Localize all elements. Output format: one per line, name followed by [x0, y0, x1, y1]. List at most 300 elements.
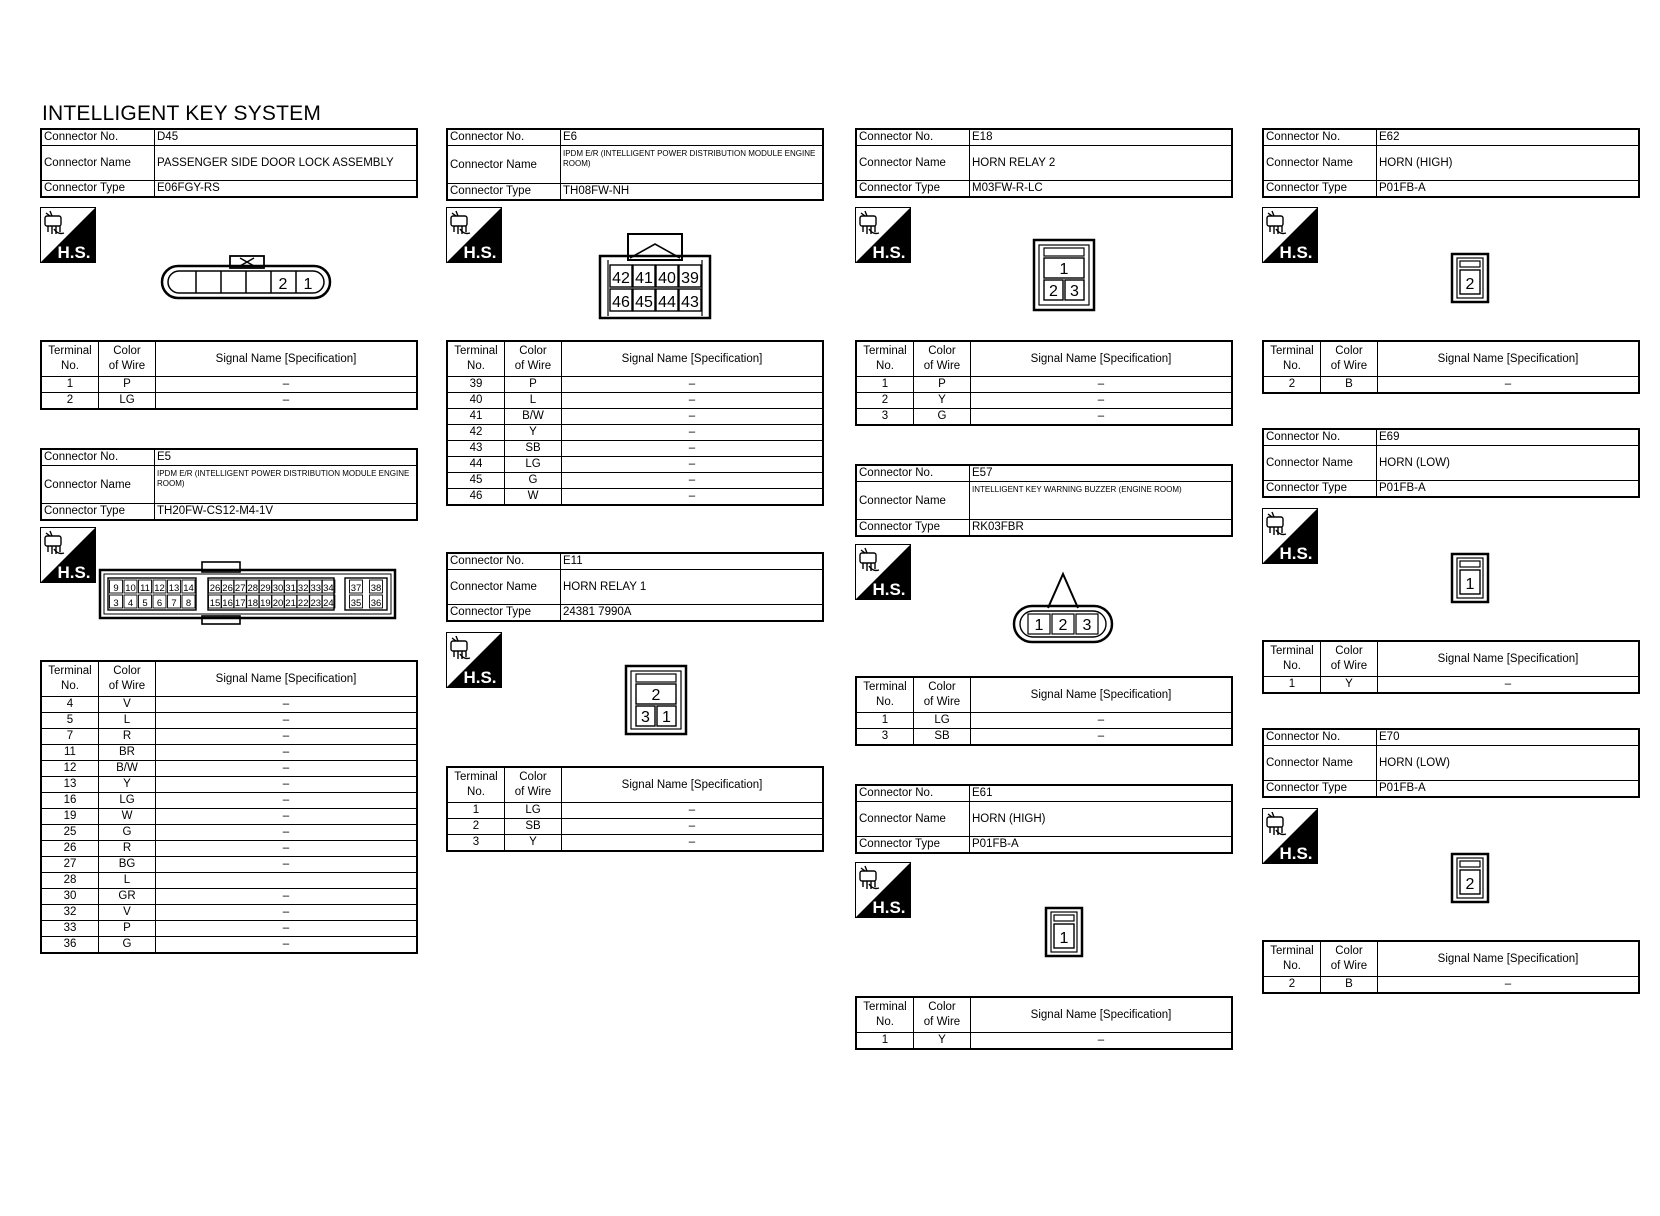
- wire-color: B/W: [99, 761, 156, 777]
- harness-side-icon: [1262, 808, 1318, 864]
- terminal-no-header: Terminal No.: [856, 677, 914, 713]
- terminal-no: 1: [41, 377, 99, 393]
- svg-text:H.S.: H.S.: [1279, 544, 1313, 563]
- connector-name-value: HORN (LOW): [1377, 746, 1640, 781]
- terminal-no: 2: [447, 819, 505, 835]
- connector-header-e11: [446, 552, 824, 622]
- table-row: [856, 1033, 1232, 1050]
- wire-color: G: [505, 473, 562, 489]
- connector-header-e69: [1262, 428, 1640, 498]
- signal-name: –: [562, 819, 824, 835]
- terminal-no: 16: [41, 793, 99, 809]
- terminal-no: 43: [447, 441, 505, 457]
- pin-label: 24: [323, 598, 334, 609]
- connector-header-d45: [40, 128, 418, 198]
- table-row: [41, 857, 417, 873]
- wire-color: Y: [99, 777, 156, 793]
- pin-label: 45: [635, 294, 653, 311]
- pin-label: 17: [234, 598, 246, 609]
- table-row: [856, 409, 1232, 426]
- signal-name: –: [562, 441, 824, 457]
- svg-text:H.S.: H.S.: [872, 243, 906, 262]
- pin-label: 1: [1059, 261, 1069, 278]
- signal-name: –: [562, 393, 824, 409]
- pin-label: 26: [222, 583, 233, 594]
- svg-text:H.S.: H.S.: [872, 580, 906, 599]
- pin-label: 6: [156, 598, 163, 609]
- connector-header-e6: [446, 128, 824, 201]
- pin-label: 1: [662, 709, 671, 726]
- table-row: [41, 937, 417, 954]
- connector-type-value: P01FB-A: [970, 837, 1233, 854]
- terminal-no: 2: [1263, 977, 1321, 994]
- terminal-table-e70: [1262, 940, 1640, 994]
- table-row: [447, 393, 823, 409]
- pin-label: 2: [651, 687, 661, 704]
- terminal-no: 11: [41, 745, 99, 761]
- pin-label: 14: [183, 583, 194, 594]
- terminal-table-e61: [855, 996, 1233, 1050]
- pin-label: 9: [113, 583, 119, 594]
- terminal-no-header: Terminal No.: [1263, 941, 1321, 977]
- pin-label: 2: [1465, 876, 1475, 893]
- pin-label: 15: [209, 598, 221, 609]
- pin-label: 1: [303, 276, 313, 293]
- signal-name: –: [562, 409, 824, 425]
- signal-name: –: [156, 937, 418, 954]
- connector-no-label: Connector No.: [856, 785, 970, 802]
- connector-name-value: HORN (LOW): [1377, 446, 1640, 481]
- connector-face-e61: [1044, 906, 1084, 963]
- signal-name: –: [156, 745, 418, 761]
- connector-no-value: E18: [970, 129, 1233, 146]
- connector-header-e61: [855, 784, 1233, 854]
- connector-no-label: Connector No.: [856, 129, 970, 146]
- signal-name: –: [562, 489, 824, 506]
- connector-face-d45: [160, 252, 340, 307]
- table-row: [41, 729, 417, 745]
- signal-name-header: Signal Name [Specification]: [156, 661, 418, 697]
- connector-type-label: Connector Type: [447, 184, 561, 201]
- signal-name: –: [156, 713, 418, 729]
- wire-color: G: [99, 937, 156, 954]
- pin-label: 4: [127, 598, 134, 609]
- table-row: [447, 457, 823, 473]
- table-row: [856, 377, 1232, 393]
- wire-color-header: Color of Wire: [505, 341, 562, 377]
- terminal-no: 39: [447, 377, 505, 393]
- wire-color: P: [99, 921, 156, 937]
- wire-color: Y: [505, 835, 562, 852]
- connector-no-label: Connector No.: [856, 465, 970, 482]
- signal-name-header: Signal Name [Specification]: [156, 341, 418, 377]
- connector-no-value: E6: [561, 129, 824, 146]
- terminal-no: 45: [447, 473, 505, 489]
- pin-label: 18: [247, 598, 259, 609]
- pin-label: 1: [1465, 576, 1475, 593]
- wire-color: R: [99, 729, 156, 745]
- connector-type-label: Connector Type: [856, 837, 970, 854]
- harness-side-icon: [855, 207, 911, 263]
- pin-label: 42: [612, 270, 630, 287]
- connector-name-label: Connector Name: [1263, 446, 1377, 481]
- signal-name: –: [156, 393, 418, 410]
- wire-color: P: [505, 377, 562, 393]
- harness-side-icon: [1262, 207, 1318, 263]
- connector-name-label: Connector Name: [856, 482, 970, 520]
- connector-face-e18: [1032, 238, 1096, 317]
- pin-label: 30: [272, 583, 284, 594]
- pin-label: 28: [247, 583, 259, 594]
- terminal-no: 3: [856, 409, 914, 426]
- wire-color: P: [914, 377, 971, 393]
- signal-name: –: [562, 457, 824, 473]
- pin-label: 31: [285, 583, 296, 594]
- svg-text:H.S.: H.S.: [1279, 844, 1313, 863]
- connector-header-e62: [1262, 128, 1640, 198]
- table-row: [856, 393, 1232, 409]
- terminal-no: 40: [447, 393, 505, 409]
- table-row: [447, 835, 823, 852]
- signal-name-header: Signal Name [Specification]: [562, 767, 824, 803]
- pin-label: 2: [278, 276, 288, 293]
- pin-label: 38: [370, 583, 382, 594]
- terminal-no: 2: [41, 393, 99, 410]
- connector-name-label: Connector Name: [856, 802, 970, 837]
- pin-label: 26: [209, 583, 221, 594]
- terminal-no: 2: [856, 393, 914, 409]
- connector-no-label: Connector No.: [41, 449, 155, 466]
- table-row: [41, 697, 417, 713]
- signal-name: –: [1378, 677, 1640, 694]
- table-row: [447, 377, 823, 393]
- table-row: [41, 377, 417, 393]
- connector-type-value: P01FB-A: [1377, 481, 1640, 498]
- connector-face-e11: [624, 664, 688, 741]
- connector-header-e18: [855, 128, 1233, 198]
- connector-no-label: Connector No.: [447, 553, 561, 570]
- signal-name: –: [562, 425, 824, 441]
- terminal-table-e6: [446, 340, 824, 506]
- signal-name: –: [1378, 377, 1640, 394]
- connector-type-label: Connector Type: [447, 605, 561, 622]
- signal-name-header: Signal Name [Specification]: [1378, 341, 1640, 377]
- connector-no-value: E69: [1377, 429, 1640, 446]
- wire-color: BG: [99, 857, 156, 873]
- terminal-no: 3: [856, 729, 914, 746]
- pin-label: 20: [272, 598, 284, 609]
- signal-name: –: [156, 377, 418, 393]
- terminal-no: 7: [41, 729, 99, 745]
- table-row: [447, 441, 823, 457]
- pin-label: 43: [681, 294, 699, 311]
- pin-label: 1: [1034, 617, 1044, 634]
- pin-label: 29: [260, 583, 271, 594]
- terminal-no-header: Terminal No.: [41, 341, 99, 377]
- terminal-no: 32: [41, 905, 99, 921]
- wire-color: G: [914, 409, 971, 426]
- signal-name-header: Signal Name [Specification]: [562, 341, 824, 377]
- terminal-no: 4: [41, 697, 99, 713]
- signal-name-header: Signal Name [Specification]: [971, 997, 1233, 1033]
- connector-name-label: Connector Name: [1263, 746, 1377, 781]
- terminal-no-header: Terminal No.: [856, 997, 914, 1033]
- wire-color-header: Color of Wire: [914, 341, 971, 377]
- pin-label: 41: [635, 270, 653, 287]
- terminal-no: 25: [41, 825, 99, 841]
- svg-text:H.S.: H.S.: [872, 898, 906, 917]
- wire-color: R: [99, 841, 156, 857]
- terminal-no: 44: [447, 457, 505, 473]
- wire-color: Y: [505, 425, 562, 441]
- terminal-no: 1: [856, 713, 914, 729]
- connector-name-value: INTELLIGENT KEY WARNING BUZZER (ENGINE ROOM): [970, 482, 1233, 520]
- signal-name-header: Signal Name [Specification]: [971, 341, 1233, 377]
- harness-side-icon: [446, 207, 502, 263]
- connector-type-label: Connector Type: [41, 504, 155, 521]
- pin-label: 7: [171, 598, 177, 609]
- pin-label: 37: [350, 583, 362, 594]
- svg-text:H.S.: H.S.: [57, 243, 91, 262]
- table-row: [41, 921, 417, 937]
- signal-name: –: [971, 1033, 1233, 1050]
- table-row: [1263, 377, 1639, 394]
- connector-name-label: Connector Name: [1263, 146, 1377, 181]
- terminal-table-e57: [855, 676, 1233, 746]
- signal-name: –: [156, 921, 418, 937]
- wire-color: G: [99, 825, 156, 841]
- wire-color: SB: [914, 729, 971, 746]
- table-row: [1263, 677, 1639, 694]
- pin-label: 33: [310, 583, 322, 594]
- connector-header-e70: [1262, 728, 1640, 798]
- harness-side-icon: [855, 544, 911, 600]
- wire-color: LG: [505, 457, 562, 473]
- terminal-no-header: Terminal No.: [447, 341, 505, 377]
- table-row: [447, 473, 823, 489]
- connector-type-value: TH20FW-CS12-M4-1V: [155, 504, 418, 521]
- signal-name: –: [156, 857, 418, 873]
- table-row: [447, 803, 823, 819]
- terminal-no-header: Terminal No.: [41, 661, 99, 697]
- pin-label: 32: [297, 583, 309, 594]
- signal-name-header: Signal Name [Specification]: [1378, 941, 1640, 977]
- wire-color: BR: [99, 745, 156, 761]
- table-row: [41, 393, 417, 410]
- signal-name: –: [156, 729, 418, 745]
- pin-label: 44: [658, 294, 676, 311]
- wire-color: SB: [505, 441, 562, 457]
- wire-color: V: [99, 697, 156, 713]
- table-row: [447, 819, 823, 835]
- connector-type-value: RK03FBR: [970, 520, 1233, 537]
- connector-name-label: Connector Name: [447, 570, 561, 605]
- connector-header-e5: [40, 448, 418, 521]
- connector-name-value: HORN RELAY 1: [561, 570, 824, 605]
- terminal-no: 41: [447, 409, 505, 425]
- connector-no-value: E57: [970, 465, 1233, 482]
- pin-label: 3: [1070, 283, 1079, 300]
- connector-type-value: P01FB-A: [1377, 781, 1640, 798]
- wire-color: P: [99, 377, 156, 393]
- terminal-table-d45: [40, 340, 418, 410]
- connector-type-label: Connector Type: [856, 181, 970, 198]
- terminal-no-header: Terminal No.: [447, 767, 505, 803]
- pin-label: 16: [222, 598, 233, 609]
- connector-type-label: Connector Type: [1263, 481, 1377, 498]
- wire-color-header: Color of Wire: [1321, 641, 1378, 677]
- pin-label: 35: [350, 598, 362, 609]
- connector-name-value: HORN (HIGH): [1377, 146, 1640, 181]
- wire-color: GR: [99, 889, 156, 905]
- pin-label: 3: [113, 598, 119, 609]
- terminal-no: 33: [41, 921, 99, 937]
- wire-color-header: Color of Wire: [99, 661, 156, 697]
- harness-side-icon: [40, 207, 96, 263]
- table-row: [41, 809, 417, 825]
- terminal-no: 42: [447, 425, 505, 441]
- signal-name: –: [156, 777, 418, 793]
- wire-color: LG: [99, 793, 156, 809]
- wire-color-header: Color of Wire: [99, 341, 156, 377]
- signal-name: –: [971, 713, 1233, 729]
- table-row: [856, 729, 1232, 746]
- signal-name: –: [156, 889, 418, 905]
- pin-label: 10: [125, 583, 136, 594]
- table-row: [41, 825, 417, 841]
- terminal-table-e11: [446, 766, 824, 852]
- connector-type-value: TH08FW-NH: [561, 184, 824, 201]
- connector-type-value: M03FW-R-LC: [970, 181, 1233, 198]
- table-row: [41, 905, 417, 921]
- pin-label: 23: [310, 598, 322, 609]
- signal-name: –: [156, 697, 418, 713]
- table-row: [41, 841, 417, 857]
- connector-name-value: HORN (HIGH): [970, 802, 1233, 837]
- wire-color: Y: [914, 1033, 971, 1050]
- pin-label: 27: [234, 583, 246, 594]
- signal-name: –: [971, 377, 1233, 393]
- table-row: [1263, 977, 1639, 994]
- pin-label: 8: [185, 598, 192, 609]
- wire-color: B: [1321, 377, 1378, 394]
- wire-color: LG: [505, 803, 562, 819]
- connector-face-e62: [1450, 252, 1490, 309]
- terminal-no-header: Terminal No.: [1263, 341, 1321, 377]
- svg-text:H.S.: H.S.: [1279, 243, 1313, 262]
- table-row: [447, 409, 823, 425]
- connector-no-label: Connector No.: [41, 129, 155, 146]
- table-row: [447, 489, 823, 506]
- connector-name-value: IPDM E/R (INTELLIGENT POWER DISTRIBUTION MODULE ENGINE ROOM): [561, 146, 824, 184]
- pin-label: 1: [1059, 930, 1069, 947]
- terminal-no: 2: [1263, 377, 1321, 394]
- pin-label: 2: [1049, 283, 1058, 300]
- connector-no-value: E62: [1377, 129, 1640, 146]
- pin-label: 36: [370, 598, 382, 609]
- wire-color: B: [1321, 977, 1378, 994]
- signal-name-header: Signal Name [Specification]: [971, 677, 1233, 713]
- terminal-no: 1: [856, 377, 914, 393]
- connector-no-value: E61: [970, 785, 1233, 802]
- pin-label: 22: [297, 598, 309, 609]
- pin-label: 3: [1082, 617, 1092, 634]
- pin-label: 39: [681, 270, 699, 287]
- signal-name: –: [562, 473, 824, 489]
- signal-name: –: [156, 905, 418, 921]
- connector-no-value: E70: [1377, 729, 1640, 746]
- connector-face-e6: [598, 232, 714, 327]
- terminal-no: 28: [41, 873, 99, 889]
- svg-text:H.S.: H.S.: [463, 243, 497, 262]
- signal-name: –: [971, 409, 1233, 426]
- page-title: INTELLIGENT KEY SYSTEM: [42, 102, 322, 125]
- wire-color-header: Color of Wire: [1321, 941, 1378, 977]
- pin-label: 46: [612, 294, 630, 311]
- connector-type-value: E06FGY-RS: [155, 181, 418, 198]
- terminal-no: 12: [41, 761, 99, 777]
- signal-name: [156, 873, 418, 889]
- signal-name-header: Signal Name [Specification]: [1378, 641, 1640, 677]
- signal-name: –: [562, 803, 824, 819]
- pin-label: 2: [1058, 617, 1068, 634]
- svg-text:H.S.: H.S.: [57, 563, 91, 582]
- terminal-no-header: Terminal No.: [856, 341, 914, 377]
- terminal-no: 19: [41, 809, 99, 825]
- terminal-no: 5: [41, 713, 99, 729]
- connector-type-label: Connector Type: [41, 181, 155, 198]
- terminal-table-e69: [1262, 640, 1640, 694]
- signal-name: –: [971, 393, 1233, 409]
- connector-name-label: Connector Name: [41, 146, 155, 181]
- connector-name-value: HORN RELAY 2: [970, 146, 1233, 181]
- pin-label: 34: [323, 583, 334, 594]
- table-row: [41, 745, 417, 761]
- pin-label: 21: [285, 598, 296, 609]
- table-row: [447, 425, 823, 441]
- wire-color: Y: [1321, 677, 1378, 694]
- signal-name: –: [156, 809, 418, 825]
- terminal-no: 1: [447, 803, 505, 819]
- terminal-table-e18: [855, 340, 1233, 426]
- harness-side-icon: [446, 632, 502, 688]
- terminal-no: 1: [1263, 677, 1321, 694]
- wire-color: V: [99, 905, 156, 921]
- terminal-no-header: Terminal No.: [1263, 641, 1321, 677]
- connector-type-label: Connector Type: [856, 520, 970, 537]
- connector-face-e5: [98, 560, 398, 631]
- connector-type-value: 24381 7990A: [561, 605, 824, 622]
- wire-color-header: Color of Wire: [914, 997, 971, 1033]
- terminal-no: 46: [447, 489, 505, 506]
- signal-name: –: [156, 761, 418, 777]
- terminal-no: 26: [41, 841, 99, 857]
- connector-no-label: Connector No.: [1263, 429, 1377, 446]
- table-row: [41, 761, 417, 777]
- connector-face-e69: [1450, 552, 1490, 609]
- connector-type-label: Connector Type: [1263, 181, 1377, 198]
- harness-side-icon: [40, 527, 96, 583]
- table-row: [41, 713, 417, 729]
- table-row: [41, 777, 417, 793]
- terminal-no: 30: [41, 889, 99, 905]
- harness-side-icon: [1262, 508, 1318, 564]
- wire-color: SB: [505, 819, 562, 835]
- pin-label: 2: [1465, 276, 1475, 293]
- pin-label: 19: [260, 598, 271, 609]
- table-row: [41, 873, 417, 889]
- wire-color: L: [99, 713, 156, 729]
